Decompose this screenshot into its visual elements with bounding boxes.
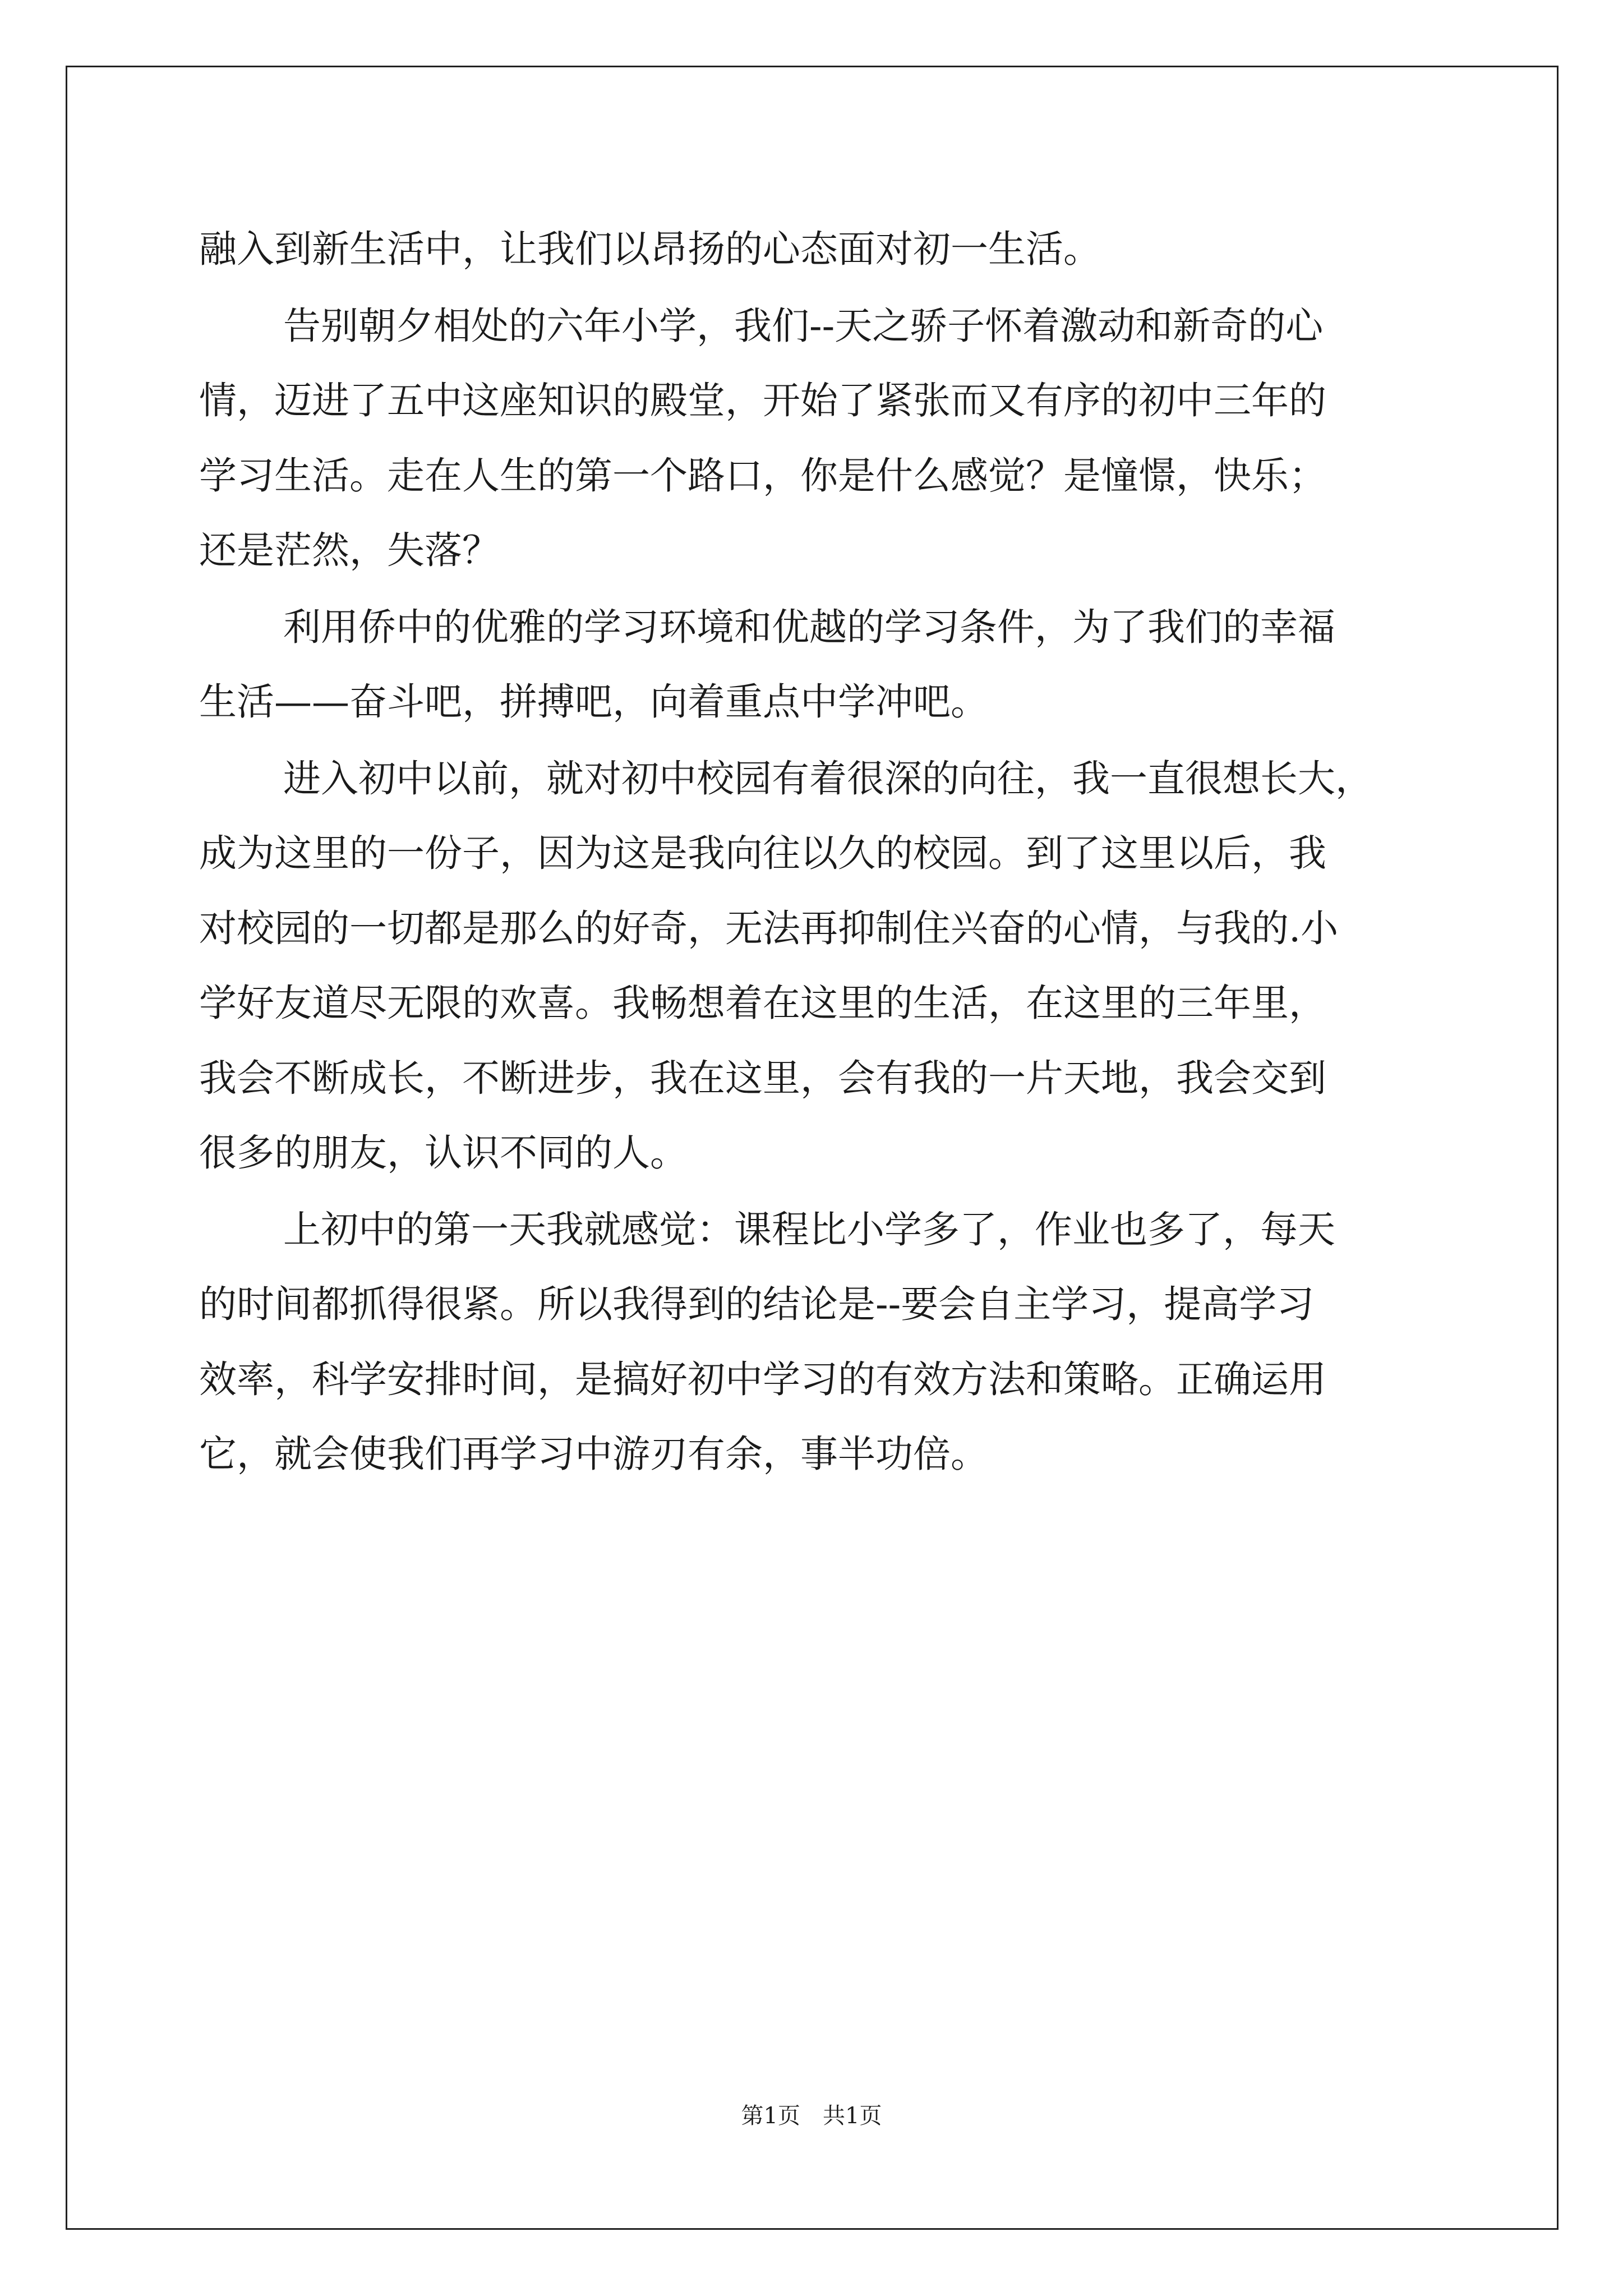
text-line: 情，迈进了五中这座知识的殿堂，开始了紧张而又有序的初中三年的 (199, 379, 1326, 422)
text-line: 我会不断成长，不断进步，我在这里，会有我的一片天地，我会交到 (199, 1056, 1326, 1100)
text-line: 很多的朋友，认识不同的人。 (199, 1131, 688, 1175)
paragraph-3 (199, 590, 1438, 740)
page-number-total: 共1页 (823, 2103, 882, 2129)
text-line: 学习生活。走在人生的第一个路口，你是什么感觉？是憧憬，快乐； (199, 453, 1326, 498)
paragraph-1 (199, 212, 1438, 287)
paragraph-2 (199, 289, 1438, 588)
text-line: 进入初中以前，就对初中校园有着很深的向往，我一直很想长大， (283, 756, 1373, 800)
text-line: 告别朝夕相处的六年小学，我们--天之骄子怀着激动和新奇的心 (283, 303, 1324, 348)
text-line: 生活——奋斗吧，拼搏吧，向着重点中学冲吧。 (199, 680, 988, 724)
document-body (199, 212, 1438, 1494)
text-line: 成为这里的一份子，因为这是我向往以久的校园。到了这里以后，我 (199, 831, 1326, 875)
text-line: 上初中的第一天我就感觉：课程比小学多了，作业也多了，每天 (283, 1207, 1335, 1251)
text-line: 对校园的一切都是那么的好奇，无法再抑制住兴奋的心情，与我的.小 (199, 906, 1339, 950)
text-line: 效率，科学安排时间，是搞好初中学习的有效方法和策略。正确运用 (199, 1357, 1326, 1401)
text-line: 融入到新生活中，让我们以昂扬的心态面对初一生活。 (199, 227, 1101, 271)
text-line: 还是茫然，失落？ (199, 528, 500, 572)
paragraph-5 (199, 1193, 1438, 1492)
text-line: 的时间都抓得很紧。所以我得到的结论是--要会自主学习，提高学习 (199, 1282, 1315, 1326)
paragraph-4 (199, 742, 1438, 1191)
text-line: 它，就会使我们再学习中游刃有余，事半功倍。 (199, 1432, 988, 1476)
page-number-current: 第1页 (741, 2103, 800, 2129)
page-footer (0, 2098, 1623, 2130)
text-line: 学好友道尽无限的欢喜。我畅想着在这里的生活，在这里的三年里， (199, 981, 1326, 1025)
text-line: 利用侨中的优雅的学习环境和优越的学习条件，为了我们的幸福 (283, 605, 1335, 649)
